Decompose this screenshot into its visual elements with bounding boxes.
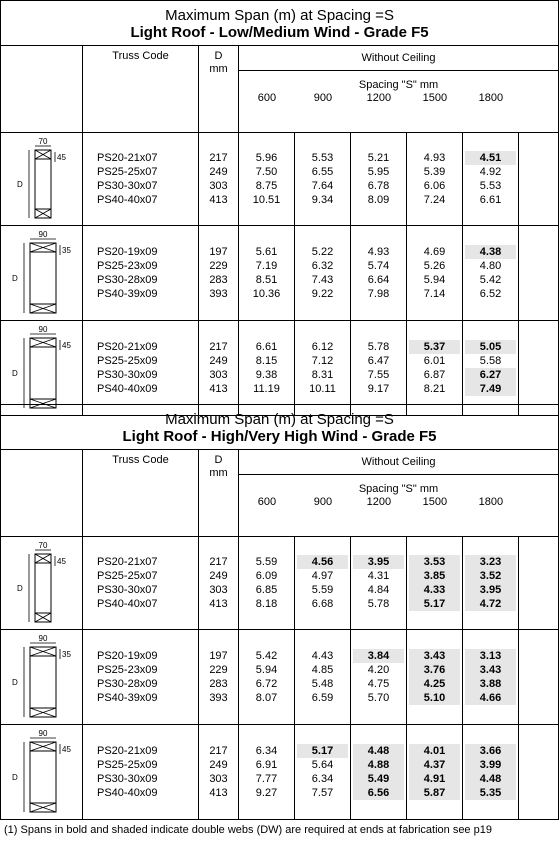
truss-code: PS25-25x07 [97,570,158,582]
span-value: 7.50 [255,166,278,178]
spacing-header [239,450,559,537]
span-value: 5.87 [409,786,460,800]
depth-value: 249 [209,759,228,771]
span-column-cell [295,321,351,416]
icon-width-label: 90 [38,729,47,738]
icon-header-cell [1,46,83,133]
span-value: 5.05 [465,340,516,354]
span-column-cell [407,321,463,416]
span-value: 4.72 [465,597,516,611]
span-value: 4.75 [367,678,390,690]
span-column-cell [463,630,519,725]
span-value: 4.91 [409,772,460,786]
depth-value: 217 [209,341,228,353]
icon-header-cell [1,450,83,537]
span-value: 3.13 [465,649,516,663]
span-value: 4.38 [465,245,516,259]
span-value: 8.15 [255,355,278,367]
span-value: 4.48 [353,744,404,758]
span-value: 8.75 [255,180,278,192]
span-column-cell [239,321,295,416]
spacing-values-row [239,496,558,508]
spacing-value: 1500 [422,496,448,508]
span-column-cell [463,133,519,226]
icon-depth-label: D [11,678,18,687]
span-column-cell [351,725,407,820]
truss-code: PS25-23x09 [97,664,158,676]
depth-value: 303 [209,180,228,192]
span-value: 5.94 [423,274,446,286]
span-value: 3.88 [465,677,516,691]
span-column-cell [407,537,463,630]
truss-code: PS30-30x09 [97,369,158,381]
span-value: 4.97 [311,570,334,582]
span-value: 4.66 [465,691,516,705]
span-value: 5.26 [423,260,446,272]
truss-code-cell [83,226,199,321]
depth-cell [199,133,239,226]
d-header-unit: mm [209,467,228,479]
depth-value: 217 [209,556,228,568]
span-column-cell [407,226,463,321]
span-value: 8.07 [255,692,278,704]
span-value: 5.64 [311,759,334,771]
span-value: 9.34 [311,194,334,206]
span-column-cell [295,630,351,725]
span-value: 6.34 [255,745,278,757]
span-value: 6.72 [255,678,278,690]
span-value: 9.22 [311,288,334,300]
span-value: 7.49 [465,382,516,396]
depth-value: 303 [209,584,228,596]
span-value: 5.59 [255,556,278,568]
depth-value: 413 [209,787,228,799]
spacing-value: 1800 [478,496,504,508]
d-header-label: D [214,50,223,62]
truss-code-header-label: Truss Code [112,50,169,62]
span-value: 3.66 [465,744,516,758]
span-value: 6.87 [423,369,446,381]
icon-width-label: 90 [38,230,47,239]
span-value: 3.23 [465,555,516,569]
truss-code-header [83,46,199,133]
truss-code-header [83,450,199,537]
without-ceiling-label: Without Ceiling [239,46,558,71]
truss-group-row [1,226,559,321]
span-column-cell [407,133,463,226]
span-value: 4.51 [465,151,516,165]
icon-depth-label: D [16,584,23,593]
span-value: 5.58 [479,355,502,367]
span-column-cell [407,630,463,725]
truss-code: PS20-21x09 [97,745,158,757]
span-value: 6.32 [311,260,334,272]
truss-group-row [1,725,559,820]
span-value: 7.55 [367,369,390,381]
truss-code: PS25-25x07 [97,166,158,178]
span-value: 5.53 [311,152,334,164]
truss-section-icon [2,728,82,818]
span-value: 3.95 [353,555,404,569]
truss-code-cell [83,537,199,630]
span-value: 6.09 [255,570,278,582]
d-header [199,450,239,537]
span-table [0,404,559,820]
spacing-label: Spacing "S" mm [358,79,439,91]
icon-height-label: 35 [61,650,71,659]
span-value: 4.43 [311,650,334,662]
span-value: 5.48 [311,678,334,690]
span-value: 8.21 [423,383,446,395]
depth-cell [199,537,239,630]
truss-code: PS40-40x09 [97,787,158,799]
depth-value: 413 [209,383,228,395]
span-value: 6.91 [255,759,278,771]
span-value: 5.10 [409,691,460,705]
trailing-cell [519,630,559,725]
truss-code: PS30-28x09 [97,678,158,690]
truss-section-icon [2,324,82,414]
depth-value: 229 [209,260,228,272]
span-column-cell [239,537,295,630]
table-title-block [1,1,559,46]
depth-value: 249 [209,570,228,582]
span-value: 6.06 [423,180,446,192]
span-value: 10.11 [309,383,336,395]
span-value: 4.56 [297,555,348,569]
d-header-label: D [214,454,223,466]
truss-code-cell [83,133,199,226]
span-value: 3.53 [409,555,460,569]
span-value: 5.59 [311,584,334,596]
span-value: 4.48 [465,772,516,786]
span-value: 3.52 [465,569,516,583]
depth-value: 393 [209,288,228,300]
icon-width-label: 90 [38,634,47,643]
span-value: 7.64 [311,180,334,192]
icon-height-label: 45 [61,341,71,350]
span-value: 4.20 [367,664,390,676]
depth-cell [199,725,239,820]
depth-value: 197 [209,246,228,258]
depth-value: 413 [209,194,228,206]
span-value: 3.99 [465,758,516,772]
depth-value: 303 [209,369,228,381]
span-value: 8.18 [255,598,278,610]
depth-cell [199,321,239,416]
truss-section-icon [2,633,82,723]
truss-code: PS20-19x09 [97,246,158,258]
span-value: 7.19 [255,260,278,272]
table-subtitle: Light Roof - Low/Medium Wind - Grade F5 [130,24,429,41]
span-value: 6.61 [255,341,278,353]
icon-height-label: 45 [56,557,66,566]
table-title: Maximum Span (m) at Spacing =S [165,7,394,24]
truss-code: PS20-19x09 [97,650,158,662]
truss-code: PS20-21x07 [97,556,158,568]
span-value: 5.96 [255,152,278,164]
span-column-cell [463,537,519,630]
span-value: 4.92 [479,166,502,178]
span-value: 6.61 [479,194,502,206]
spacing-value: 1200 [366,92,392,104]
truss-code: PS40-40x07 [97,598,158,610]
trailing-cell [519,725,559,820]
depth-value: 249 [209,355,228,367]
span-value: 5.42 [479,274,502,286]
spacing-values-row [239,92,558,104]
span-value: 3.43 [409,649,460,663]
d-header [199,46,239,133]
trailing-cell [519,321,559,416]
spacing-value: 600 [257,92,277,104]
depth-value: 283 [209,274,228,286]
span-value: 6.12 [311,341,334,353]
span-value: 4.80 [479,260,502,272]
span-column-cell [295,537,351,630]
truss-code-cell [83,321,199,416]
truss-group-row [1,133,559,226]
spacing-spacer [519,92,558,104]
span-value: 5.21 [367,152,390,164]
span-value: 8.51 [255,274,278,286]
span-value: 4.93 [367,246,390,258]
span-value: 4.84 [367,584,390,596]
span-value: 4.85 [311,664,334,676]
truss-section-cell [1,321,83,416]
d-header-unit: mm [209,63,228,75]
span-column-cell [463,321,519,416]
span-value: 4.01 [409,744,460,758]
span-value: 10.36 [252,288,281,300]
truss-code: PS30-30x09 [97,773,158,785]
span-value: 6.55 [311,166,334,178]
truss-section-cell [1,725,83,820]
span-value: 7.12 [311,355,334,367]
span-column-cell [351,537,407,630]
depth-value: 197 [209,650,228,662]
span-column-cell [463,226,519,321]
icon-width-label: 70 [38,541,47,550]
depth-value: 217 [209,745,228,757]
span-value: 5.17 [297,744,348,758]
spacing-spacer [519,496,558,508]
truss-code: PS40-39x09 [97,288,158,300]
span-value: 5.42 [255,650,278,662]
truss-code: PS20-21x09 [97,341,158,353]
depth-value: 249 [209,166,228,178]
truss-code: PS30-30x07 [97,584,158,596]
spacing-value: 900 [313,496,333,508]
span-value: 7.57 [311,787,334,799]
footnote: (1) Spans in bold and shaded indicate double webs (DW) are required at ends at fabrication see p19 [4,824,492,836]
span-value: 6.78 [367,180,390,192]
span-value: 8.09 [367,194,390,206]
truss-code-header-label: Truss Code [112,454,169,466]
span-value: 6.56 [353,786,404,800]
truss-code: PS20-21x07 [97,152,158,164]
truss-group-row [1,321,559,416]
truss-code: PS25-25x09 [97,355,158,367]
truss-code-cell [83,725,199,820]
span-value: 5.49 [353,772,404,786]
span-value: 9.27 [255,787,278,799]
icon-depth-label: D [11,773,18,782]
depth-cell [199,630,239,725]
icon-width-label: 90 [38,325,47,334]
span-value: 4.31 [367,570,390,582]
span-value: 5.95 [367,166,390,178]
truss-code: PS40-40x07 [97,194,158,206]
span-value: 5.37 [409,340,460,354]
span-value: 5.17 [409,597,460,611]
span-value: 6.27 [465,368,516,382]
span-value: 6.85 [255,584,278,596]
table-title: Maximum Span (m) at Spacing =S [165,411,394,428]
span-value: 5.35 [465,786,516,800]
span-column-cell [239,226,295,321]
span-column-cell [239,725,295,820]
truss-code: PS25-23x09 [97,260,158,272]
spacing-value: 1800 [478,92,504,104]
depth-value: 413 [209,598,228,610]
span-value: 6.34 [311,773,334,785]
span-column-cell [295,725,351,820]
span-value: 5.22 [311,246,334,258]
trailing-cell [519,226,559,321]
truss-section-icon [2,540,82,628]
span-value: 5.74 [367,260,390,272]
span-value: 5.53 [479,180,502,192]
depth-value: 229 [209,664,228,676]
truss-code: PS40-40x09 [97,383,158,395]
span-column-cell [295,133,351,226]
table-subtitle: Light Roof - High/Very High Wind - Grade F5 [122,428,437,445]
span-value: 5.39 [423,166,446,178]
depth-value: 303 [209,773,228,785]
truss-section-icon [2,229,82,319]
truss-section-icon [2,136,82,224]
truss-section-cell [1,630,83,725]
spacing-value: 1200 [366,496,392,508]
spacing-value: 600 [257,496,277,508]
span-value: 6.01 [423,355,446,367]
span-column-cell [351,133,407,226]
span-value: 7.24 [423,194,446,206]
truss-group-row [1,537,559,630]
depth-cell [199,226,239,321]
icon-width-label: 70 [38,137,47,146]
spacing-value: 1500 [422,92,448,104]
span-column-cell [407,725,463,820]
span-value: 5.61 [255,246,278,258]
table-title-block [1,405,559,450]
span-value: 4.93 [423,152,446,164]
icon-height-label: 45 [61,745,71,754]
icon-height-label: 35 [61,246,71,255]
span-value: 6.64 [367,274,390,286]
spacing-label: Spacing "S" mm [358,483,439,495]
span-column-cell [351,321,407,416]
span-value: 8.31 [311,369,334,381]
truss-code: PS30-28x09 [97,274,158,286]
span-value: 7.43 [311,274,334,286]
span-value: 3.84 [353,649,404,663]
span-value: 3.85 [409,569,460,583]
span-value: 3.43 [465,663,516,677]
span-table [0,0,559,416]
span-value: 4.69 [423,246,446,258]
truss-code: PS25-25x09 [97,759,158,771]
spacing-value: 900 [313,92,333,104]
span-value: 4.88 [353,758,404,772]
icon-depth-label: D [11,274,18,283]
span-value: 7.14 [423,288,446,300]
depth-value: 393 [209,692,228,704]
span-value: 5.78 [367,341,390,353]
span-value: 9.38 [255,369,278,381]
span-column-cell [239,630,295,725]
span-column-cell [463,725,519,820]
span-value: 3.76 [409,663,460,677]
truss-code: PS30-30x07 [97,180,158,192]
depth-value: 217 [209,152,228,164]
span-value: 7.98 [367,288,390,300]
icon-height-label: 45 [56,153,66,162]
spacing-header [239,46,559,133]
span-value: 4.37 [409,758,460,772]
without-ceiling-label: Without Ceiling [239,450,558,475]
trailing-cell [519,133,559,226]
span-column-cell [295,226,351,321]
truss-code-cell [83,630,199,725]
trailing-cell [519,537,559,630]
span-value: 6.59 [311,692,334,704]
span-column-cell [351,630,407,725]
span-value: 4.33 [409,583,460,597]
truss-code: PS40-39x09 [97,692,158,704]
span-value: 6.47 [367,355,390,367]
span-value: 9.17 [367,383,390,395]
span-column-cell [239,133,295,226]
truss-section-cell [1,537,83,630]
span-value: 10.51 [252,194,281,206]
span-value: 3.95 [465,583,516,597]
span-value: 5.94 [255,664,278,676]
truss-section-cell [1,226,83,321]
span-value: 4.25 [409,677,460,691]
depth-value: 283 [209,678,228,690]
span-column-cell [351,226,407,321]
span-value: 5.70 [367,692,390,704]
span-value: 6.52 [479,288,502,300]
icon-depth-label: D [16,180,23,189]
span-value: 7.77 [255,773,278,785]
span-value: 6.68 [311,598,334,610]
truss-group-row [1,630,559,725]
truss-section-cell [1,133,83,226]
icon-depth-label: D [11,369,18,378]
span-value: 11.19 [253,383,280,395]
span-value: 5.78 [367,598,390,610]
